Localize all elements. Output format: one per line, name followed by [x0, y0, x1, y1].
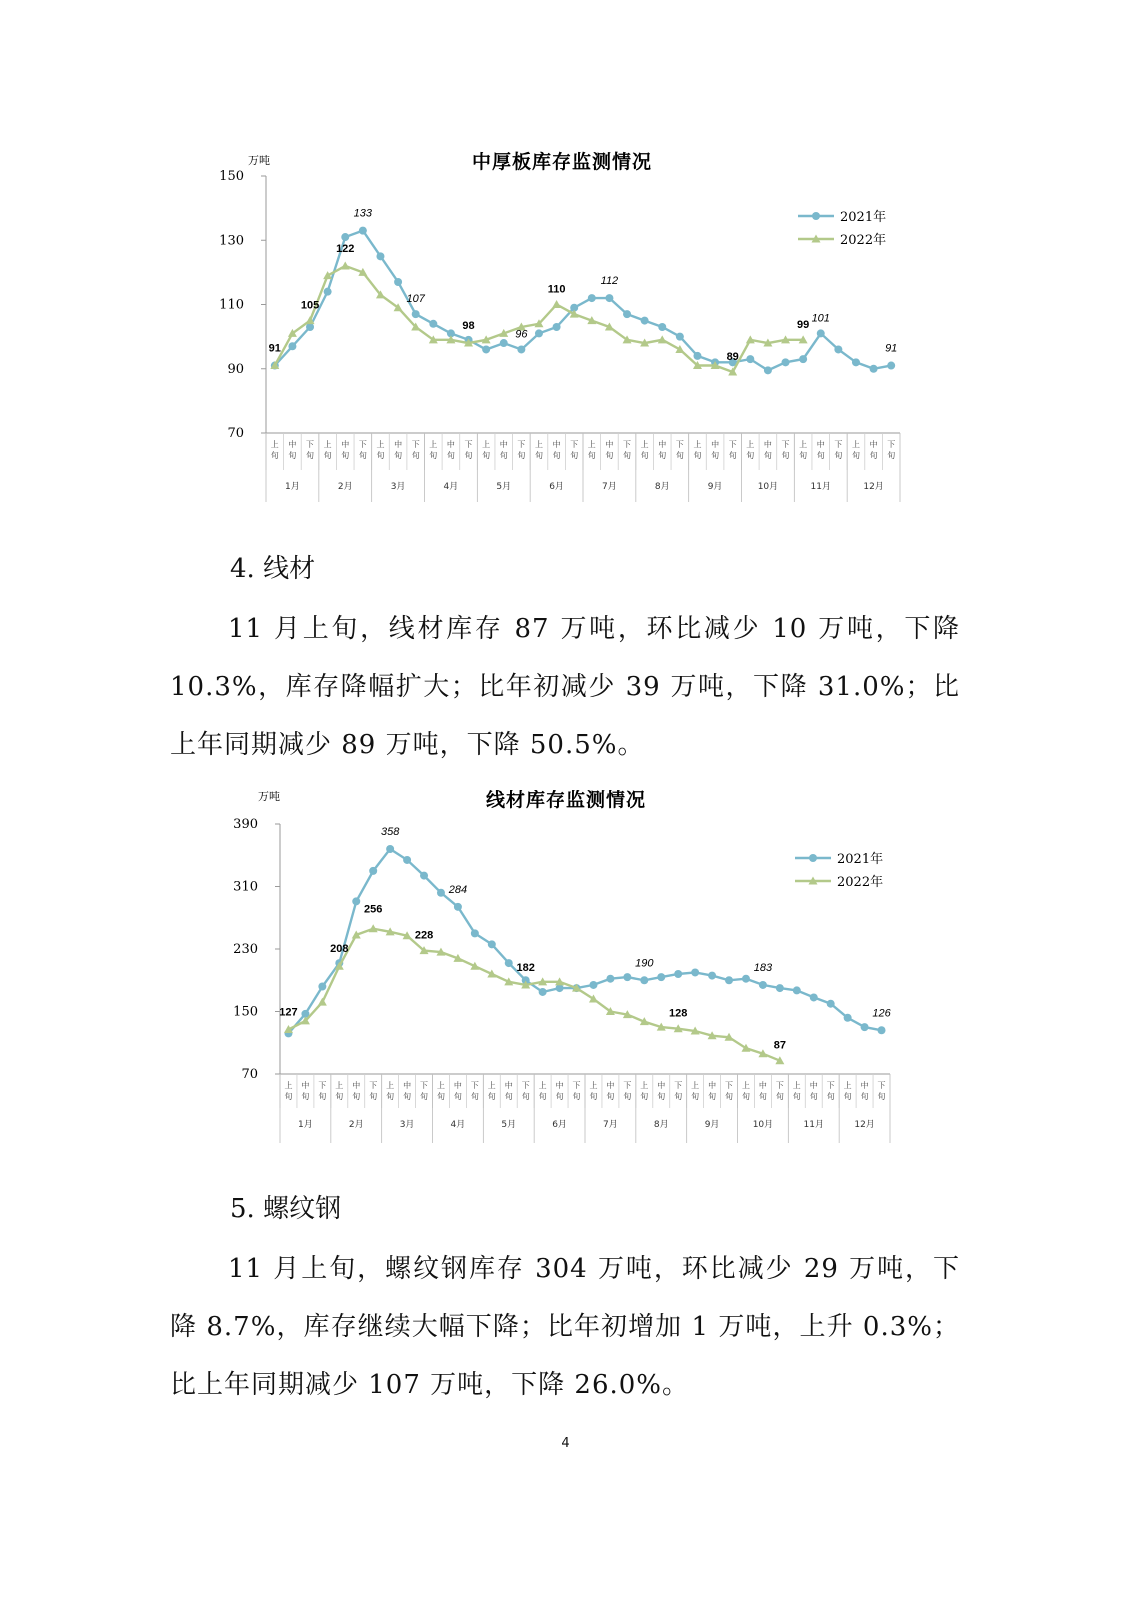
series-1-point	[369, 867, 377, 875]
x-month-label: 3月	[390, 482, 406, 492]
x-tick-label: 下旬	[318, 1081, 327, 1101]
x-tick-label: 下旬	[781, 440, 790, 460]
series-1-point	[589, 981, 597, 989]
series-1-point	[324, 288, 332, 296]
x-month-label: 4月	[450, 1120, 466, 1130]
section-paragraph-wire-rod: 11 月上旬，线材库存 87 万吨，环比减少 10 万吨，下降 10.3%，库存降幅扩大；比年初减少 39 万吨，下降 31.0%；比上年同期减少 89 万吨，下降 50.5%。	[170, 614, 960, 760]
x-tick-label: 上旬	[589, 1081, 598, 1101]
x-tick-label: 上旬	[746, 440, 755, 460]
series-1-point	[793, 986, 801, 994]
x-tick-label: 中旬	[552, 440, 561, 460]
series-1-point	[505, 959, 513, 967]
y-tick-label: 90	[227, 361, 244, 377]
chart-title: 线材库存监测情况	[485, 790, 647, 811]
x-tick-label: 下旬	[775, 1081, 784, 1101]
series-1-point	[827, 1000, 835, 1008]
chart-2-svg	[0, 790, 1131, 1175]
legend-marker-1	[809, 854, 817, 862]
series-1-point	[376, 252, 384, 260]
y-tick-label: 110	[219, 297, 244, 313]
x-tick-label: 下旬	[675, 440, 684, 460]
legend-marker-1	[812, 212, 820, 220]
data-label: 110	[547, 283, 566, 296]
section-heading-wire-rod: 4. 线材	[230, 554, 316, 584]
x-month-label: 10月	[757, 482, 779, 492]
x-tick-label: 中旬	[869, 440, 878, 460]
series-2-point	[318, 998, 327, 1006]
series-1-point	[676, 333, 684, 341]
series-1-point	[437, 889, 445, 897]
series-1-point	[386, 845, 394, 853]
x-tick-label: 上旬	[284, 1081, 293, 1101]
x-tick-label: 上旬	[482, 440, 491, 460]
series-1-point	[517, 345, 525, 353]
legend-label-2: 2022年	[840, 233, 887, 248]
x-tick-label: 上旬	[691, 1081, 700, 1101]
legend-label-1: 2021年	[840, 210, 887, 225]
x-month-label: 12月	[863, 482, 884, 492]
legend-label-2: 2022年	[837, 875, 884, 890]
y-tick-label: 310	[233, 879, 258, 895]
x-month-label: 6月	[549, 482, 564, 492]
data-label: 358	[380, 826, 400, 838]
x-month-label: 11月	[803, 1120, 824, 1130]
x-tick-label: 下旬	[306, 440, 315, 460]
series-1-point	[764, 366, 772, 374]
series-1-point	[500, 339, 508, 347]
legend-label-1: 2021年	[837, 852, 884, 867]
series-1-point	[454, 903, 462, 911]
series-1-point	[306, 323, 314, 331]
x-tick-label: 上旬	[640, 1081, 649, 1101]
data-label: 91	[885, 342, 898, 355]
series-1-point	[288, 342, 296, 350]
x-tick-label: 中旬	[606, 1081, 615, 1101]
x-tick-label: 上旬	[640, 440, 649, 460]
x-tick-label: 上旬	[799, 440, 808, 460]
x-tick-label: 下旬	[521, 1081, 530, 1101]
series-1-point	[606, 975, 614, 983]
x-tick-label: 下旬	[420, 1081, 429, 1101]
series-1-point	[817, 329, 825, 337]
series-1-point	[318, 983, 326, 991]
x-month-label: 4月	[443, 482, 459, 492]
x-tick-label: 上旬	[386, 1081, 395, 1101]
data-label: 133	[353, 207, 373, 220]
x-tick-label: 上旬	[587, 440, 596, 460]
x-tick-label: 中旬	[763, 440, 772, 460]
data-label: 128	[669, 1007, 688, 1020]
x-tick-label: 中旬	[341, 440, 350, 460]
x-month-label: 7月	[602, 482, 617, 492]
x-tick-label: 下旬	[570, 440, 579, 460]
series-1-point	[746, 355, 754, 363]
series-1-point	[471, 929, 479, 937]
series-1-point	[799, 355, 807, 363]
y-axis-unit: 万吨	[248, 154, 270, 167]
x-tick-label: 下旬	[834, 440, 843, 460]
series-1-point	[878, 1026, 886, 1034]
page-number: 4	[561, 1436, 570, 1451]
series-1-point	[535, 329, 543, 337]
x-tick-label: 中旬	[555, 1081, 564, 1101]
x-month-label: 1月	[285, 482, 300, 492]
series-1-point	[539, 988, 547, 996]
series-1-point	[482, 345, 490, 353]
x-month-label: 3月	[399, 1120, 415, 1130]
x-tick-label: 下旬	[517, 440, 526, 460]
data-label: 256	[364, 903, 383, 916]
x-tick-label: 中旬	[446, 440, 455, 460]
x-month-label: 10月	[752, 1120, 774, 1130]
data-label: 105	[300, 299, 320, 312]
x-tick-label: 中旬	[288, 440, 297, 460]
x-month-label: 1月	[298, 1120, 313, 1130]
x-tick-label: 中旬	[504, 1081, 513, 1101]
series-1-point	[429, 320, 437, 328]
x-tick-label: 下旬	[623, 1081, 632, 1101]
x-tick-label: 上旬	[270, 440, 279, 460]
x-tick-label: 中旬	[809, 1081, 818, 1101]
x-month-label: 8月	[653, 1120, 669, 1130]
x-tick-label: 下旬	[826, 1081, 835, 1101]
data-label: 87	[773, 1039, 786, 1052]
series-1-point	[640, 976, 648, 984]
x-tick-label: 上旬	[851, 440, 860, 460]
series-1-point	[359, 227, 367, 235]
y-axis-unit: 万吨	[258, 790, 280, 803]
x-tick-label: 上旬	[792, 1081, 801, 1101]
series-1-point	[742, 975, 750, 983]
x-month-label: 11月	[810, 482, 831, 492]
series-2-point	[341, 261, 350, 269]
x-tick-label: 中旬	[605, 440, 614, 460]
y-tick-label: 150	[219, 169, 244, 184]
series-line-2	[289, 929, 780, 1061]
x-tick-label: 下旬	[725, 1081, 734, 1101]
x-tick-label: 中旬	[657, 1081, 666, 1101]
data-label: 190	[635, 957, 654, 970]
data-label: 96	[515, 328, 528, 341]
y-tick-label: 150	[233, 1004, 258, 1020]
data-label: 107	[406, 293, 425, 306]
x-tick-label: 下旬	[369, 1081, 378, 1101]
data-label: 99	[797, 318, 810, 331]
x-tick-label: 中旬	[453, 1081, 462, 1101]
x-tick-label: 中旬	[352, 1081, 361, 1101]
series-line-1	[275, 231, 891, 371]
x-tick-label: 中旬	[816, 440, 825, 460]
series-1-point	[641, 317, 649, 325]
x-tick-label: 中旬	[403, 1081, 412, 1101]
x-tick-label: 下旬	[464, 440, 473, 460]
x-tick-label: 下旬	[623, 440, 632, 460]
x-tick-label: 上旬	[335, 1081, 344, 1101]
series-1-point	[403, 856, 411, 864]
section-paragraph-rebar: 11 月上旬，螺纹钢库存 304 万吨，环比减少 29 万吨，下降 8.7%，库存继续大幅下降；比年初增加 1 万吨，上升 0.3%；比上年同期减少 107 万吨，下降 26.0%。	[170, 1254, 960, 1400]
x-tick-label: 中旬	[394, 440, 403, 460]
x-month-label: 6月	[552, 1120, 567, 1130]
x-tick-label: 上旬	[429, 440, 438, 460]
data-label: 89	[726, 350, 739, 363]
data-label: 126	[872, 1007, 891, 1020]
x-tick-label: 上旬	[436, 1081, 445, 1101]
data-label: 112	[600, 275, 619, 288]
series-1-point	[810, 993, 818, 1001]
x-tick-label: 中旬	[499, 440, 508, 460]
chart-title: 中厚板库存监测情况	[471, 151, 653, 173]
x-month-label: 9月	[704, 1120, 720, 1130]
x-tick-label: 中旬	[708, 1081, 717, 1101]
x-tick-label: 下旬	[411, 440, 420, 460]
x-tick-label: 中旬	[860, 1081, 869, 1101]
series-1-point	[776, 984, 784, 992]
data-label: 101	[811, 312, 830, 325]
series-1-point	[759, 981, 767, 989]
x-tick-label: 下旬	[877, 1081, 886, 1101]
y-tick-label: 130	[219, 233, 244, 249]
x-tick-label: 下旬	[572, 1081, 581, 1101]
x-month-label: 5月	[501, 1120, 517, 1130]
x-tick-label: 中旬	[711, 440, 720, 460]
data-label: 183	[753, 961, 773, 974]
series-1-point	[782, 358, 790, 366]
series-1-point	[605, 294, 613, 302]
wire-rod-inventory-chart	[0, 790, 1131, 1175]
data-label: 127	[279, 1006, 298, 1019]
series-1-point	[725, 976, 733, 984]
plate-inventory-chart	[0, 140, 1131, 520]
series-1-point	[352, 897, 360, 905]
x-month-label: 7月	[603, 1120, 618, 1130]
data-label: 91	[268, 342, 281, 355]
x-tick-label: 上旬	[741, 1081, 750, 1101]
x-tick-label: 下旬	[358, 440, 367, 460]
x-month-label: 5月	[496, 482, 512, 492]
series-1-point	[870, 365, 878, 373]
x-month-label: 8月	[654, 482, 670, 492]
x-tick-label: 中旬	[301, 1081, 310, 1101]
x-month-label: 12月	[854, 1120, 875, 1130]
series-1-point	[834, 345, 842, 353]
series-line-1	[289, 849, 882, 1033]
data-label: 228	[414, 929, 434, 942]
series-2-point	[552, 300, 561, 308]
series-1-point	[693, 352, 701, 360]
x-tick-label: 下旬	[728, 440, 737, 460]
series-line-2	[275, 266, 803, 372]
series-1-point	[844, 1014, 852, 1022]
series-1-point	[861, 1023, 869, 1031]
data-label: 284	[448, 883, 468, 896]
x-tick-label: 上旬	[843, 1081, 852, 1101]
series-1-point	[412, 310, 420, 318]
section-heading-rebar: 5. 螺纹钢	[230, 1194, 342, 1224]
series-1-point	[341, 233, 349, 241]
x-tick-label: 中旬	[658, 440, 667, 460]
series-1-point	[623, 973, 631, 981]
series-1-point	[674, 970, 682, 978]
y-tick-label: 70	[227, 426, 244, 441]
series-1-point	[887, 362, 895, 370]
x-tick-label: 下旬	[674, 1081, 683, 1101]
x-tick-label: 上旬	[376, 440, 385, 460]
x-tick-label: 上旬	[538, 1081, 547, 1101]
series-1-point	[852, 358, 860, 366]
series-1-point	[394, 278, 402, 286]
data-label: 122	[336, 242, 355, 255]
x-tick-label: 上旬	[487, 1081, 496, 1101]
x-tick-label: 上旬	[534, 440, 543, 460]
x-tick-label: 上旬	[323, 440, 332, 460]
chart-1-svg	[0, 140, 1131, 520]
series-1-point	[553, 323, 561, 331]
series-1-point	[691, 968, 699, 976]
x-tick-label: 中旬	[758, 1081, 767, 1101]
series-1-point	[420, 872, 428, 880]
series-1-point	[658, 323, 666, 331]
x-tick-label: 下旬	[470, 1081, 479, 1101]
x-month-label: 2月	[337, 482, 353, 492]
series-1-point	[657, 973, 665, 981]
series-1-point	[588, 294, 596, 302]
series-1-point	[623, 310, 631, 318]
y-tick-label: 390	[233, 817, 258, 832]
x-month-label: 2月	[348, 1120, 364, 1130]
y-tick-label: 70	[241, 1067, 258, 1082]
x-tick-label: 上旬	[693, 440, 702, 460]
data-label: 98	[462, 320, 475, 333]
series-1-point	[488, 940, 496, 948]
data-label: 182	[516, 961, 535, 974]
data-label: 208	[330, 943, 349, 956]
y-tick-label: 230	[233, 942, 258, 957]
x-tick-label: 下旬	[887, 440, 896, 460]
series-1-point	[708, 972, 716, 980]
x-month-label: 9月	[707, 482, 723, 492]
